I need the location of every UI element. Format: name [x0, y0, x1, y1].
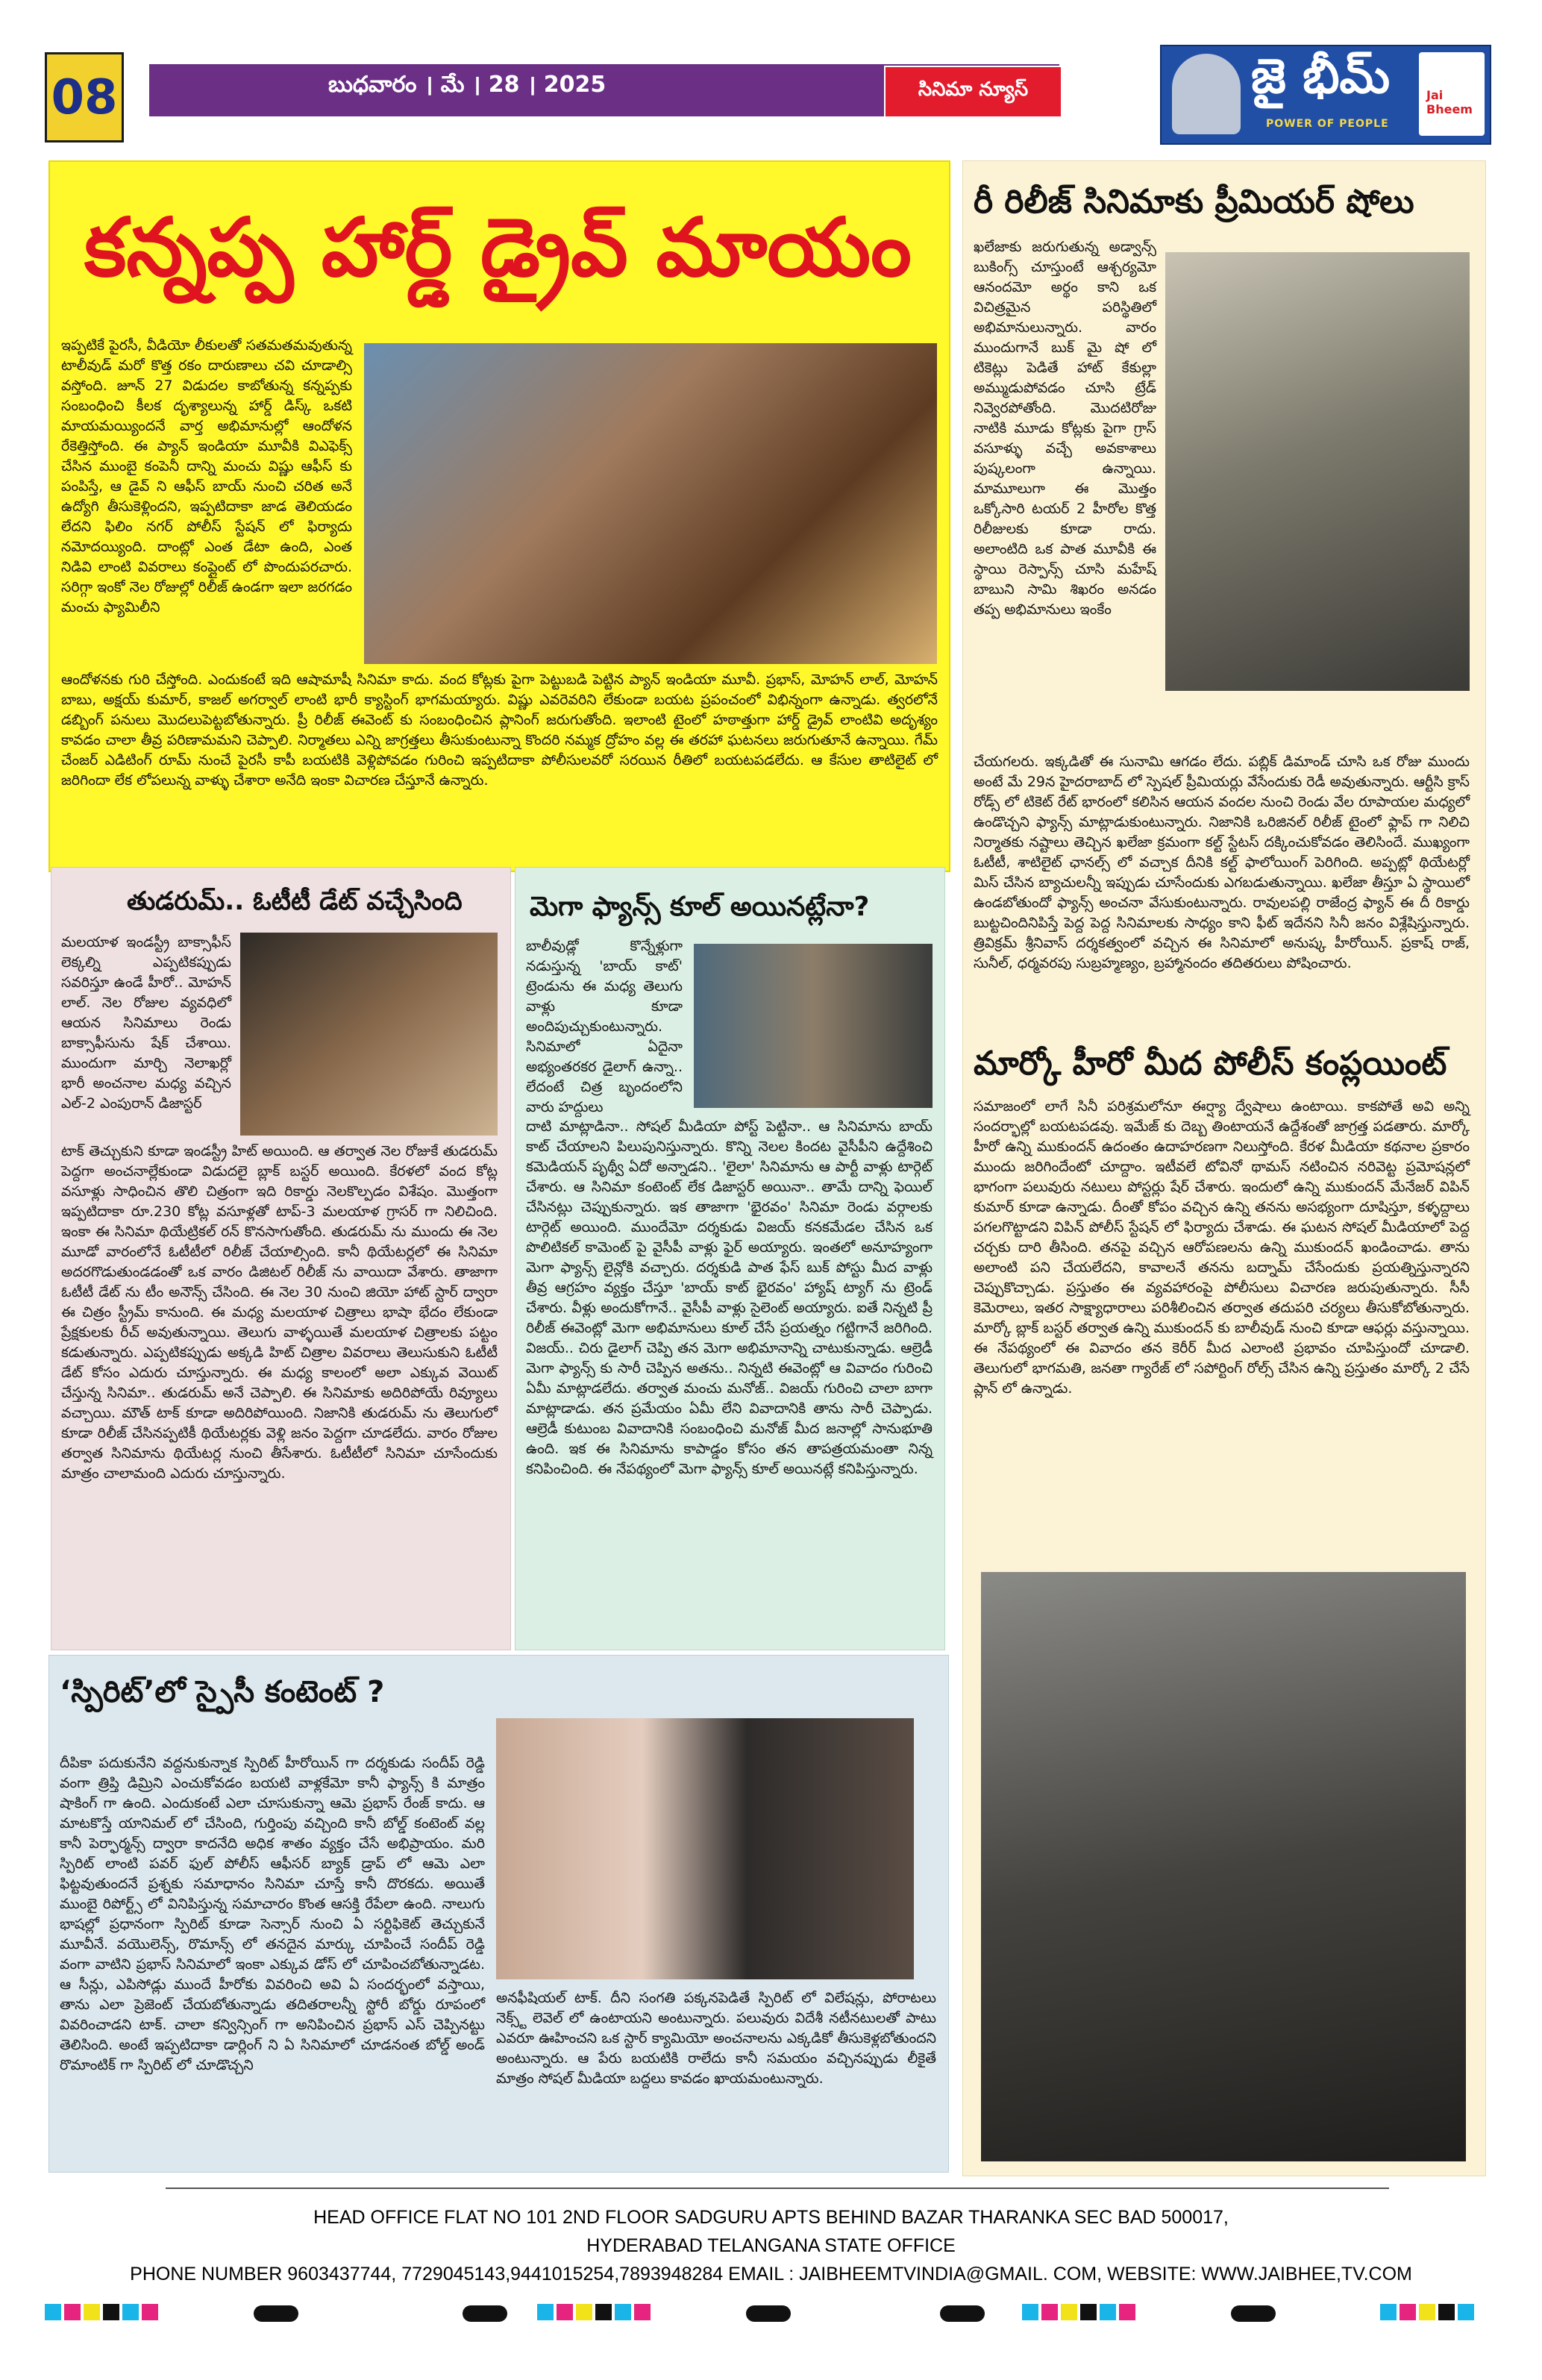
- registration-bar: [463, 2305, 507, 2322]
- police-complaint-text: సమాజంలో లాగే సినీ పరిశ్రమలోనూ ఈర్ష్యా ద్వేషాలు ఉంటాయి. కాకపోతే అవి అన్ని సందర్భాల్లో బయటపడవు. ఇమేజ్ కు దెబ్బ తింటాయనే ఉద్దేశంతో జాగ్రత్త పడతారు. మార్కో హీరో ఉన్ని ముకుందన్ ఉదంతం ఉదాహరణగా నిలుస్తోంది. కేరళ మీడియా కథనాల ప్రకారం ముందు జరిగిందేంటో చూద్దాం. ఇటీవలే టోవినో థామస్ నటించిన నరివెట్ట ప్రమోషన్లలో భాగంగా పలువురు నటులు పోస్టర్లు షేర్ చేశారు. ఇందులో ఉన్ని ముకుందన్ మేనేజర్ విపిన్ కుమార్ కూడా ఉన్నాడు. దీంతో కోపం వచ్చిన ఉన్ని తనను అసభ్యంగా దూషిస్తూ, కళ్ళద్దాలు పగలగొట్టాడని విపిన్ పోలీస్ స్టేషన్ లో ఫిర్యాదు చేశాడు. ఈ ఘటన సోషల్ మీడియాలో పెద్ద చర్చకు దారి తీసింది. తనపై వచ్చిన ఆరోపణలను ఉన్ని ముకుందన్ ఖండించాడు. తాను అలాంటి పని చేయలేదని, కావాలనే తనను బద్నామ్ చేసేందుకు ప్రయత్నిస్తున్నారని చెప్పుకొచ్చాడు. ప్రస్తుతం ఈ వ్యవహారంపై పోలీసులు విచారణ జరుపుతున్నారు. సీసీ కెమెరాలు, ఇతర సాక్ష్యాధారాలు పరిశీలించిన తర్వాత తదుపరి చర్యలు తీసుకోబోతున్నారు. మార్కో బ్లాక్ బస్టర్ తర్వాత ఉన్ని ముకుందన్ కు బాలీవుడ్ నుంచి కూడా ఆఫర్లు వస్తున్నాయి. ఈ నేపథ్యంలో ఈ వివాదం తన కెరీర్ మీద ఎలాంటి ప్రభావం చూపిస్తుందో చూడాలి. తెలుగులో భాగమతి, జనతా గ్యారేజ్ లో సపోర్టింగ్ రోల్స్ చేసిన ఉన్ని ప్రస్తుతం మార్కో 2 చేసే ప్లాన్ లో ఉన్నాడు.: [974, 1098, 1470, 1397]
- registration-bar: [254, 2305, 298, 2322]
- registration-marks-right: [1022, 2304, 1135, 2325]
- spirit-cast-photo: [496, 1718, 914, 1979]
- newspaper-logo: [1160, 45, 1491, 145]
- page-number: 08: [45, 52, 124, 143]
- mega-fans-headline: మెగా ఫ్యాన్స్ కూల్ అయినట్లేనా?: [530, 892, 870, 922]
- footer-office: HYDERABAD TELANGANA STATE OFFICE: [586, 2235, 956, 2256]
- footer-contact: PHONE NUMBER 9603437744, 7729045143,9441015254,7893948284 EMAIL : JAIBHEEMTVINDIA@GMAIL. COM, WEBSITE: WWW.JAIBHEE,TV.COM: [130, 2264, 1412, 2285]
- registration-marks-left: [45, 2304, 158, 2325]
- issue-date: బుధవారం । మే । 28 । 2025: [328, 72, 607, 98]
- registration-bar: [940, 2305, 985, 2322]
- registration-marks-center: [537, 2304, 651, 2325]
- logo-side-text: Jai Bheem: [1426, 88, 1473, 116]
- registration-bar: [1231, 2305, 1276, 2322]
- thudaram-text: మలయాళ ఇండస్ట్రీ బాక్సాఫీస్ లెక్కల్ని ఎప్పటికప్పుడు సవరిస్తూ ఉండే హీరో.. మోహన్ లాల్. నెల రోజుల వ్యవధిలో ఆయన సినిమాలు రెండు బాక్సాఫీసును షేక్ చేశాయి. ముందుగా మార్చి నెలాఖర్లో భారీ అంచనాల మధ్య వచ్చిన ఎల్-2 ఎంపురాన్ డిజాస్టర్: [61, 934, 231, 1112]
- spirit-text-continued: అనఫీషియల్ టాక్. దీని సంగతి పక్కనపెడితే స్పిరిట్ లో విలేషన్లు, పోరాటలు నెక్స్ట్ లెవెల్ లో ఉంటాయని అంటున్నారు. పలువురు విదేశీ నటీనటులతో పాటు ఎవరూ ఊహించని ఒక స్టార్ క్యామియో అంచనాలను ఎక్కడికో తీసుకెళ్లబోతుందని అంటున్నారు. ఆ పేరు బయటికి రాలేదు కానీ సమయం వచ్చినప్పుడు లీకైతే మాత్రం సోషల్ మీడియా బద్దలు కావడం ఖాయమంటున్నారు.: [496, 1990, 936, 2087]
- main-story-text-continued: ఆందోళనకు గురి చేస్తోంది. ఎందుకంటే ఇది ఆషామాషీ సినిమా కాదు. వంద కోట్లకు పైగా పెట్టుబడి పెట్టిన ప్యాన్ ఇండియా మూవీ. ప్రభాస్, మోహన్ లాల్, మోహన్ బాబు, అక్షయ్ కుమార్, కాజల్ అగర్వాల్ లాంటి భారీ క్యాస్టింగ్ భాగమయ్యారు. విష్ణు ఎవరెవరిని లేకుండా బయట ప్రపంచంలో విభిన్నంగా ఉన్నాడు. త్వరలోనే డబ్బింగ్ పనులు మొదలుపెట్టబోతున్నారు. ప్రీ రిలీజ్ ఈవెంట్ కు సంబంధించిన ప్లానింగ్ జరుగుతోంది. ఇలాంటి టైంలో హఠాత్తుగా హార్డ్ డ్రైవ్ లాంటివి అదృశ్యం కావడం చాలా తీవ్ర పరిణామమని చెప్పాలి. నిర్మాతలు ఎన్ని జాగ్రత్తలు తీసుకుంటున్నా కొందరి నమ్మక ద్రోహం వల్ల ఈ తరహా ఘటనలు జరుగుతూనే ఉన్నాయి. గేమ్ చేంజర్ ఎడిటింగ్ రూమ్ నుంచే పైరసీ కాపీ బయటికి వెళ్లిపోవడం గురించి ఇప్పటిదాకా పోలీసులవరో సరయిన రీతిలో బయటపడలేదు. ఆ కేసుల తాటిలైట్ లో జరిగిందా లేక లోపలున్న వాళ్ళు చేశారా అనేది ఇంకా విచారణ చేస్తూనే ఉన్నారు.: [61, 671, 938, 789]
- section-label: సినిమా న్యూస్: [884, 66, 1062, 118]
- kannappa-photo: [364, 343, 937, 664]
- rerelease-text-continued: చేయగలరు. ఇక్కడితో ఈ సునామి ఆగడం లేదు. పబ్లిక్ డిమాండ్ చూసి ఒక రోజు ముందు అంటే మే 29న హైదరాబాద్ లో స్పెషల్ ప్రీమియర్లు వేసేందుకు రెడీ అవుతున్నారు. ఆర్టీసి క్రాస్ రోడ్స్ లో టికెట్ రేట్ భారంలో కలిసిన ఆయన వందల నుంచి రెండు వేల రూపాయల మధ్యలో ఉండొచ్చని ఫ్యాన్స్ మాట్లాడుకుంటున్నారు. నిజానికి ఒరిజినల్ రిలీజ్ టైంలో ఫ్లాప్ గా నిలిచి నిర్మాతకు నష్టాలు తెచ్చిన ఖలేజా క్రమంగా కల్ట్ స్టేటస్ దక్కించుకోవడం తెలిసిందే. ముఖ్యంగా ఓటీటీ, శాటిలైట్ ఛానల్స్ లో వచ్చాక దీనికి కల్ట్ ఫాలోయింగ్ పెరిగింది. అప్పట్లో థియేటర్లో మిస్ చేసిన బ్యాచులన్నీ ఇప్పుడు చూసేందుకు ఎగబడుతున్నాయి. ఖలేజా తీస్తూ ఏ స్థాయిలో ఉండబోతుందో ఫ్యాన్స్ అంచనా వేసుకుంటున్నారు. రావులపల్లి రాజేంద్ర ఫ్యాన్ ఈ దీ రికార్డు బుట్టచిందినిపిస్తే పెద్ద పెద్ద సినిమాలకు సాధ్యం కాని ఫీట్ ఇదేనని సినీ జనం విశ్లేషిస్తున్నారు. త్రివిక్రమ్ శ్రీనివాస్ దర్శకత్వంలో వచ్చిన ఈ సినిమాలో అనుష్క హీరోయిన్. ప్రకాష్ రాజ్, సునీల్, ధర్మవరపు సుబ్రహ్మణ్యం, బ్రహ్మానందం తదితరులు పోషించారు.: [974, 754, 1470, 971]
- spirit-headline: ‘స్పిరిట్’లో స్పైసీ కంటెంట్ ?: [60, 1675, 385, 1709]
- rerelease-text: ఖలేజాకు జరుగుతున్న అడ్వాన్స్ బుకింగ్స్ చూస్తుంటే ఆశ్చర్యమో ఆనందమో అర్థం కాని ఒక విచిత్రమైన పరిస్థితిలో అభిమానులున్నారు. వారం ముందుగానే బుక్ మై షో లో టికెట్లు పెడితే హాట్ కేకుల్లా అమ్ముడుపోవడం చూసి ట్రేడ్ నివ్వెరపోతోంది. మొదటిరోజు నాటికి మూడు కోట్లకు పైగా గ్రాస్ వసూళ్ళు వచ్చే అవకాశాలు పుష్కలంగా ఉన్నాయి. మామూలుగా ఈ మొత్తం ఒక్కోసారి టయర్ 2 హీరోల కొత్త రిలీజులకు కూడా రాదు. అలాంటిది ఒక పాత మూవీకి ఈ స్థాయి రెస్పాన్స్ చూసి మహేష్ బాబుని సామి శిఖరం అనడం తప్ప అభిమానులు ఇంకేం: [974, 239, 1156, 618]
- mega-fans-text-continued: దాటి మాట్లాడినా.. సోషల్ మీడియా పోస్ట్ పెట్టినా.. ఆ సినిమాను బాయ్ కాట్ చేయాలని పిలుపునిస్తున్నారు. కొన్ని నెలల కిందట వైసీపీని ఉద్దేశించి కమెడియన్ పృథ్వీ ఏదో అన్నాడని.. 'లైలా' సినిమాను ఆ పార్టీ వాళ్లు టార్గెట్ చేశారు. ఆ సినిమా కంటెంట్ లేక డిజాస్టర్ అయినా.. తామే దాన్ని ఫెయిల్ చేసినట్లు చెప్పుకున్నారు. ఇక తాజాగా 'భైరవం' సినిమా రెండు వర్గాలకు టార్గెట్ అయింది. ముందేమో దర్శకుడు విజయ్ కనకమేడల చేసిన ఒక పొలిటికల్ కామెంట్ పై వైసీపీ వాళ్లు ఫైర్ అయ్యారు. ఇంతలో అనూహ్యంగా మెగా ఫ్యాన్స్ లైన్లోకి వచ్చారు. దర్శకుడి పాత ఫేస్ బుక్ పోస్టు మీద వాళ్లు తీవ్ర ఆగ్రహం వ్యక్తం చేస్తూ 'బాయ్ కాట్ భైరవం' హ్యాష్ ట్యాగ్ ను ట్రెండ్ చేశారు. వీళ్లు అందుకోగానే.. వైసీపీ వాళ్లు సైలెంట్ అయ్యారు. ఐతే నిన్నటి ప్రీ రిలీజ్ ఈవెంట్లో మెగా అభిమానులు కూల్ చేసే ప్రయత్నం గట్టిగానే జరిగింది. విజయ్.. చిరు డైలాగ్ చెప్పి తన మెగా అభిమానాన్ని చాటుకున్నాడు. ఆల్రెడీ మెగా ఫ్యాన్స్ కు సారీ చెప్పిన అతను.. నిన్నటి ఈవెంట్లో ఆ వివాదం గురించి ఏమీ మాట్లాడలేదు. తర్వాత మంచు మనోజ్.. విజయ్ గురించి చాలా బాగా మాట్లాడాడు. తన ప్రమేయం ఏమీ లేని వివాదానికి తాను సారీ చెప్పాడు. ఆల్రెడీ కుటుంబ వివాదానికి సంబంధించి మనోజ్ మీద జనాల్లో సానుభూతి ఉంది. ఇక ఈ సినిమాను కాపాడ్డం కోసం తన తాపత్రయమంతా నిన్న కనిపించింది. ఈ నేపథ్యంలో మెగా ఫ్యాన్స్ కూల్ అయినట్లే కనిపిస్తున్నారు.: [526, 1118, 933, 1477]
- footer-divider: [166, 2188, 1389, 2189]
- registration-marks-far-right: [1380, 2304, 1474, 2325]
- mohanlal-photo: [240, 933, 498, 1136]
- thudaram-text-continued: టాక్ తెచ్చుకుని కూడా ఇండస్ట్రీ హిట్ అయింది. ఆ తర్వాత నెల రోజుకే తుడరుమ్ పెద్దగా అంచనాల్లేకుండా విడుదలై బ్లాక్ బస్టర్ అయింది. కేరళలో వంద కోట్ల వసూళ్లు సాధించిన తొలి చిత్రంగా ఇది రికార్డు నెలకొల్పడం విశేషం. మొత్తంగా ఇప్పటిదాకా రూ.230 కోట్ల వసూళ్లతో టాప్-3 మలయాళ గ్రాసర్ గా నిలిచింది. ఇంకా ఈ సినిమా థియేట్రికల్ రన్ కొనసాగుతోంది. తుడరుమ్ ను ముందు ఈ నెల మూడో వారంలోనే ఓటీటీలో రిలీజ్ చేయాల్సింది. కానీ థియేటర్లలో ఈ సినిమా అదరగొడుతుండడంతో ఒక వారం డిజిటల్ రిలీజ్ ను వాయిదా వేశారు. తాజాగా ఓటీటీ డేట్ ను టీం అనౌన్స్ చేసింది. ఈ నెల 30 నుంచి జియో హాట్ స్టార్ ద్వారా ఈ చిత్రం స్ట్రీమ్ కానుంది. ఈ మధ్య మలయాళ చిత్రాలు భాషా భేదం లేకుండా ప్రేక్షకులకు రీచ్ అవుతున్నాయి. తెలుగు వాళ్ళయితే మలయాళ చిత్రాలకు పట్టం కడుతున్నారు. ఎప్పటికప్పుడు అక్కడి హిట్ చిత్రాల వివరాలు తెలుసుకుని ఓటీటీ డేట్ కోసం ఎదురు చూస్తున్నారు. ఈ మధ్య కాలంలో అలా ఎక్కువ వెయిట్ చేస్తున్న సినిమా.. తుడరుమ్ అనే చెప్పాలి. ఈ సినిమాకు అదిరిపోయే రివ్యూలు వచ్చాయి. మౌత్ టాక్ కూడా అదిరిపోయింది. నిజానికి తుడరుమ్ ను తెలుగులో కూడా రిలీజ్ చేసినప్పటికీ థియేటర్లకు వెళ్లి జనం పెద్దగా చూడలేదు. వారం రోజుల తర్వాత సినిమాను థియేటర్ల నుంచి తీసేశారు. ఓటీటీలో సినిమా చూసేందుకు మాత్రం చాలామంది ఎదురు చూస్తున్నారు.: [61, 1143, 498, 1482]
- spirit-text: దీపికా పదుకునేని వద్దనుకున్నాక స్పిరిట్ హీరోయిన్ గా దర్శకుడు సందీప్ రెడ్డి వంగా త్రిప్తి డిమ్రిని ఎంచుకోవడం బయటి వాళ్లకేమో కానీ ఫ్యాన్స్ కి మాత్రం షాకింగ్ గా ఉంది. ఎందుకంటే ఎలా చూసుకున్నా ఆమె ప్రభాస్ రేంజ్ కాదు. ఆ మాటకొస్తే యానిమల్ లో చేసింది, గుర్తింపు వచ్చింది కానీ బోల్డ్ కంటెంట్ వల్ల కానీ పెర్ఫార్మన్స్ ద్వారా కాదనేది అధిక శాతం వ్యక్తం చేసే అభిప్రాయం. మరి స్పిరిట్ లాంటి పవర్ ఫుల్ పోలీస్ ఆఫీసర్ బ్యాక్ డ్రాప్ లో ఆమె ఎలా ఫిట్టవుతుందనే ప్రశ్నకు సమాధానం సినిమా చూస్తే కానీ దొరకదు. అయితే ముంబై రిపోర్ట్స్ లో వినిపిస్తున్న సమాచారం కొంత ఆసక్తి రేపేలా ఉంది. నాలుగు భాషల్లో ప్రధానంగా స్పిరిట్ కూడా సెన్సార్ నుంచి ఏ సర్టిఫికెట్ తెచ్చుకునే మూవీనే. వయొలెన్స్, రొమాన్స్ లో తనదైన మార్కు చూపించే సందీప్ రెడ్డి వంగా వాటిని ప్రభాస్ సినిమాలో ఇంకా ఎక్కువ డోస్ లో చూపించబోతున్నాడట. ఆ సీన్లు, ఎపిసోడ్లు ముందే హీరోకు వివరించి అవి ఏ సందర్భంలో వస్తాయి, తాను ఎలా ప్రెజెంట్ చేయబోతున్నాడు తదితరాలన్నీ స్టోరీ బోర్డు రూపంలో వివరించాడని టాక్. చాలా కన్విన్సింగ్ గా అనిపించిన ప్రభాస్ ఎస్ చెప్పినట్టు తెలిసింది. అంటే ఇప్పటిదాకా డార్లింగ్ ని ఏ సినిమాలో చూడనంత బోల్డ్ అండ్ రొమాంటిక్ గా స్పిరిట్ లో చూడొచ్చని: [60, 1755, 485, 2073]
- thudaram-headline: తుడరుమ్.. ఓటీటీ డేట్ వచ్చేసింది: [127, 886, 463, 916]
- unni-mukundan-photo: [981, 1572, 1466, 2161]
- main-headline: కన్నప్ప హార్డ్ డ్రైవ్ మాయం: [84, 201, 912, 295]
- police-complaint-headline: మార్కో హీరో మీద పోలీస్ కంప్లయింట్: [974, 1045, 1447, 1083]
- footer-address: HEAD OFFICE FLAT NO 101 2ND FLOOR SADGURU APTS BEHIND BAZAR THARANKA SEC BAD 500017,: [313, 2207, 1229, 2228]
- main-story-text: ఇప్పటికే పైరసీ, వీడియో లీకులతో సతమతమవుతున్న టాలీవుడ్ మరో కొత్త రకం దారుణాలు చవి చూడాల్సి వస్తోంది. జూన్ 27 విడుదల కాబోతున్న కన్నప్పకు సంబంధించి కీలక దృశ్యాలున్న హార్డ్ డిస్క్ ఒకటి మాయమయ్యిందనే వార్త అభిమానుల్లో ఆందోళన రేకెత్తిస్తోంది. ఈ ప్యాన్ ఇండియా మూవీకి విఎఫెక్స్ చేసిన ముంబై కంపెనీ దాన్ని మంచు విష్ణు ఆఫీస్ కు పంపిస్తే, ఆ డైవ్ ని ఆఫీస్ బాయ్ నుంచి చరిత అనే ఉద్యోగి తీసుకెళ్లిందని, ఇప్పటిదాకా జాడ తెలియడం లేదని ఫిలిం నగర్ పోలీస్ స్టేషన్ లో ఫిర్యాదు నమోదయ్యింది. దాంట్లో ఎంత డేటా ఉంది, ఎంత నిడివి లాంటి వివరాలు కంప్లైంట్ లో పొందుపరచారు. సరిగ్గా ఇంకో నెల రోజుల్లో రిలీజ్ ఉండగా ఇలా జరగడం మంచు ఫ్యామిలీని: [61, 337, 352, 616]
- mahesh-babu-photo: [1165, 252, 1470, 691]
- portrait-icon: [1172, 54, 1241, 134]
- mega-fans-text: బాలీవుడ్లో కొన్నేళ్లుగా నడుస్తున్న 'బాయ్ కాట్' ట్రెండును ఈ మధ్య తెలుగు వాళ్లు కూడా అందిపుచ్చుకుంటున్నారు. సినిమాలో ఏదైనా అభ్యంతరకర డైలాగ్ ఉన్నా.. లేదంటే చిత్ర బృందంలోని వారు హద్దులు: [526, 938, 683, 1115]
- rerelease-headline: రీ రిలీజ్ సినిమాకు ప్రీమియర్ షోలు: [974, 183, 1414, 221]
- registration-bar: [746, 2305, 791, 2322]
- logo-name: జై భీమ్: [1251, 49, 1391, 104]
- bhairavam-team-photo: [694, 944, 933, 1108]
- logo-tagline: POWER OF PEOPLE: [1266, 118, 1389, 130]
